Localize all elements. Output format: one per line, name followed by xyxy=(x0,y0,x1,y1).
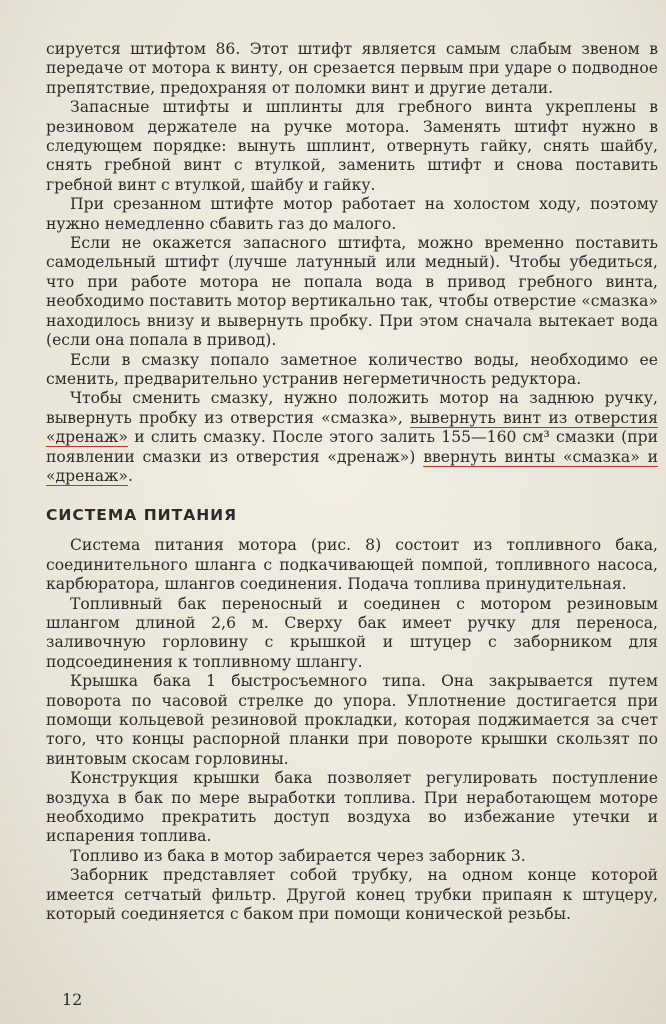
paragraph-oil-change xyxy=(46,389,658,486)
paragraph-spare-pins: Запасные штифты и шплинты для гребного винта укреплены в резиновом держателе на ручке мотора. Заменять штифт нужно в следующем порядке: вынуть шплинт, отвернуть гайку, снять шайбу, снять гребной винт с втулкой, заменить штифт и снова поставить гребной винт с втулкой, шайбу и гайку. xyxy=(46,98,658,194)
paragraph-water-in-lubricant: Если в смазку попало заметное количество воды, необходимо ее сменить, предварительно устранив негерметичность редуктора. xyxy=(46,350,658,388)
paragraph-fuel-intake: Топливо из бака в мотор забирается через заборник 3. xyxy=(70,846,526,865)
section-heading: СИСТЕМА ПИТАНИЯ xyxy=(46,506,238,525)
paragraph-fuel-system: Система питания мотора (рис. 8) состоит из топливного бака, соединительного шланга с подкачивающей помпой, топливного насоса, карбюратора, шлангов соединения. Подача топлива принудительная. xyxy=(46,536,658,594)
paragraph-intake-tube: Заборник представляет собой трубку, на одном конце которой имеется сетчатый фильтр. Другой конец трубки припаян к штуцеру, который соединяется с баком при помощи конической резьбы. xyxy=(46,866,658,924)
paragraph-tank-cap: Крышка бака 1 быстросъемного типа. Она закрывается путем поворота по часовой стрелке до упора. Уплотнение достигается при помощи кольцевой резиновой прокладки, которая поджимается за счет того, что концы распорной планки при повороте крышки скользят по винтовым скосам горловины. xyxy=(46,672,658,768)
paragraph-fuel-tank: Топливный бак переносный и соединен с мотором резиновым шлангом длиной 2,6 м. Сверху бак имеет ручку для переноса, заливочную горловину с крышкой и штуцер с заборником для подсоединения к топливному шлангу. xyxy=(46,594,658,671)
underlined-screw-in-plugs: ввернуть винты «смазка» и «дренаж» xyxy=(46,447,658,485)
paragraph-cap-design: Конструкция крышки бака позволяет регулировать поступление воздуха в бак по мере выработки топлива. При неработающем моторе необходимо прекратить доступ воздуха во избежание утечки и испарения топлива. xyxy=(46,769,658,846)
paragraph-sheared-pin-idle: При срезанном штифте мотор работает на холостом ходу, поэтому нужно немедленно сбавить газ до малого. xyxy=(46,195,658,233)
oil-change-text-2: и слить смазку. После этого залить 155—160 см³ смазки (при появлении смазки из отверстия «дренаж») xyxy=(46,428,658,466)
paragraph-homemade-pin: Если не окажется запасного штифта, можно временно поставить самодельный штифт (лучше латунный или медный). Чтобы убедиться, что при работе мотора не попала вода в привод гребного винта, необходимо поставить мотор вертикально так, чтобы отверстие «смазка» находилось внизу и вывернуть пробку. При этом сначала вытекает вода (если она попала в привод). xyxy=(46,234,658,350)
oil-change-text-1: Чтобы сменить смазку, нужно положить мотор на заднюю ручку, вывернуть пробку из отверстия «смазка», xyxy=(46,389,658,427)
text-column xyxy=(46,40,658,924)
paragraph-shear-pin: сируется штифтом 86. Этот штифт является самым слабым звеном в передаче от мотора к винту, он срезается первым при ударе о подводное препятствие, предохраняя от поломки винт и другие детали. xyxy=(46,40,658,97)
page-number: 12 xyxy=(62,990,83,1009)
oil-change-text-3: . xyxy=(127,466,133,485)
underlined-drain-screw: вывернуть винт из отверстия «дренаж» xyxy=(46,408,658,447)
